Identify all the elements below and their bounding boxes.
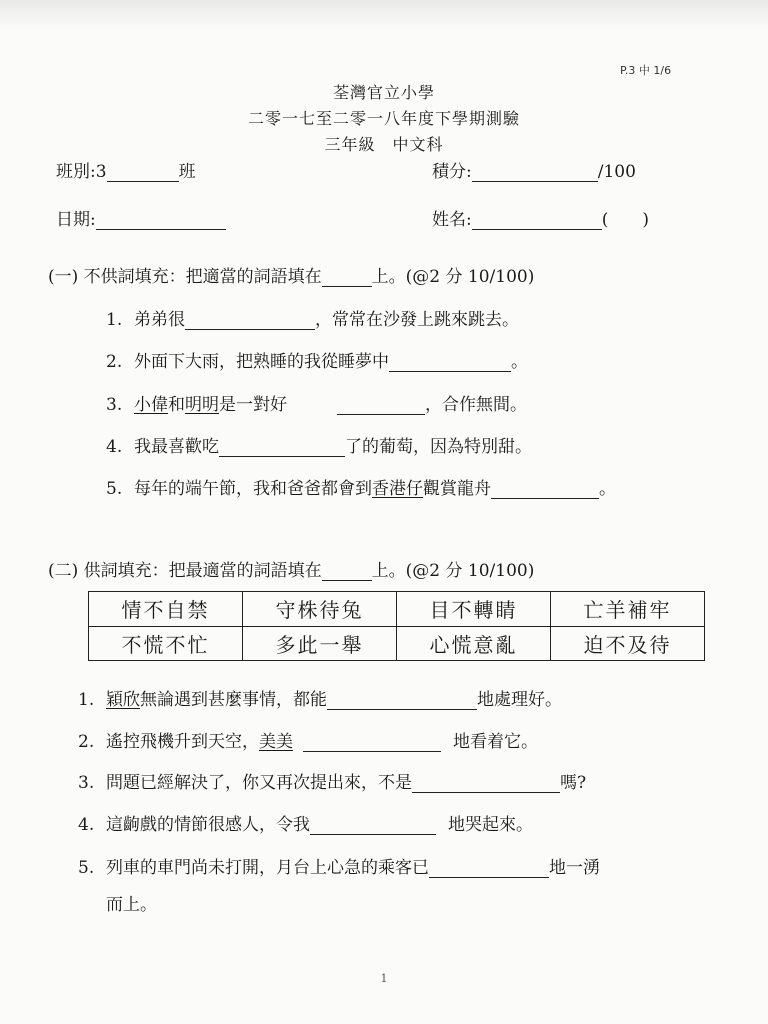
question-number: 3. <box>106 395 123 415</box>
s2-question-1 <box>78 685 562 710</box>
s1-question-2 <box>106 347 528 372</box>
name-label: 姓名: <box>432 210 472 230</box>
section2-title-text: (二) 供詞填充：把最適當的詞語填在 <box>48 561 322 581</box>
question-number: 3. <box>78 773 95 793</box>
word-bank-cell: 多此一舉 <box>243 626 397 661</box>
word-bank-cell: 心慌意亂 <box>397 626 551 661</box>
answer-blank[interactable] <box>310 816 436 835</box>
class-blank[interactable] <box>107 163 179 182</box>
exam-title: 二零一七至二零一八年度下學期測驗 <box>247 109 520 128</box>
class-label: 班別: <box>56 162 96 182</box>
score-field <box>432 157 636 182</box>
date-label: 日期: <box>56 210 96 230</box>
section1-title-end: 上。(@2 分 10/100) <box>371 267 535 287</box>
name-blank[interactable] <box>472 211 602 230</box>
name-paren: ( ) <box>601 210 649 230</box>
question-text: 外面下大雨，把熟睡的我從睡夢中 <box>134 352 389 372</box>
s2-question-3 <box>78 768 586 793</box>
word-bank-cell: 目不轉睛 <box>397 592 551 627</box>
question-text: 這齣戲的情節很感人，令我 <box>106 815 310 835</box>
question-text-end: ，合作無間。 <box>425 395 527 415</box>
proper-name: 明明 <box>185 395 219 415</box>
answer-blank[interactable] <box>412 774 560 793</box>
question-text-end: 了的葡萄，因為特別甜。 <box>345 437 532 457</box>
question-number: 2. <box>106 352 123 372</box>
subject-title: 三年級 中文科 <box>324 135 444 154</box>
question-number: 4. <box>106 437 123 457</box>
question-number: 2. <box>78 732 95 752</box>
page-code: P.3 中 1/6 <box>620 64 672 77</box>
section2-title <box>48 556 534 581</box>
question-number: 1. <box>78 690 95 710</box>
proper-name: 穎欣 <box>106 690 140 710</box>
question-text-end: 。 <box>599 479 616 499</box>
question-text-end: ，常常在沙發上跳來跳去。 <box>315 310 519 330</box>
question-text: 遙控飛機升到天空， <box>106 732 259 752</box>
question-text: 每年的端午節，我和爸爸都會到 <box>134 479 372 499</box>
question-text-end: 地處理好。 <box>477 690 562 710</box>
scan-edge <box>0 0 768 30</box>
question-text: 和 <box>168 395 185 415</box>
section2-title-end: 上。(@2 分 10/100) <box>371 561 535 581</box>
proper-name: 美美 <box>259 732 293 752</box>
school-name: 荃灣官立小學 <box>332 83 435 102</box>
s1-question-3 <box>106 390 527 415</box>
answer-blank[interactable] <box>327 691 477 710</box>
question-text-end: 嗎? <box>560 773 587 793</box>
date-field <box>56 205 226 230</box>
s1-question-4 <box>106 432 532 457</box>
question-number: 1. <box>106 310 123 330</box>
question-text: 我最喜歡吃 <box>134 437 219 457</box>
class-value: 3 <box>95 162 107 182</box>
answer-blank[interactable] <box>185 311 315 330</box>
score-blank[interactable] <box>472 163 598 182</box>
question-text: 列車的車門尚未打開，月台上心急的乘客已 <box>106 858 429 878</box>
score-total: /100 <box>597 162 636 182</box>
question-text-end: 。 <box>511 352 528 372</box>
question-text: 觀賞龍舟 <box>423 479 491 499</box>
place-name: 香港仔 <box>372 479 423 499</box>
section1-title-blank <box>322 268 372 287</box>
question-number: 4. <box>78 815 95 835</box>
proper-name: 小偉 <box>134 395 168 415</box>
question-text-end: 地看着它。 <box>453 732 538 752</box>
name-field <box>432 205 649 230</box>
question-text-end: 地一湧 <box>549 858 600 878</box>
word-bank-cell: 守株待兔 <box>243 592 397 627</box>
class-suffix: 班 <box>178 162 196 182</box>
word-bank-cell: 情不自禁 <box>89 592 243 627</box>
s2-question-4 <box>78 810 533 835</box>
answer-blank[interactable] <box>491 480 599 499</box>
answer-blank[interactable] <box>219 438 345 457</box>
question-text: 是一對好 <box>219 395 287 415</box>
answer-blank[interactable] <box>429 859 549 878</box>
word-bank-cell: 不慌不忙 <box>89 626 243 661</box>
question-text: 問題已經解決了，你又再次提出來，不是 <box>106 773 412 793</box>
answer-blank[interactable] <box>389 353 511 372</box>
question-number: 5. <box>78 858 95 878</box>
question-text: 弟弟很 <box>134 310 185 330</box>
date-blank[interactable] <box>96 211 226 230</box>
question-text: 無論遇到甚麼事情，都能 <box>140 690 327 710</box>
word-bank-row <box>89 626 705 661</box>
class-field <box>56 157 196 182</box>
answer-blank[interactable] <box>303 733 441 752</box>
s2-question-2 <box>78 727 538 752</box>
question-number: 5. <box>106 479 123 499</box>
s2-question-5 <box>78 853 600 878</box>
s1-question-5 <box>106 474 616 499</box>
s2-question-5-continued: 而上。 <box>106 895 157 915</box>
section1-title <box>48 262 534 287</box>
word-bank-table <box>88 591 705 661</box>
answer-blank[interactable] <box>337 396 425 415</box>
question-text-end: 地哭起來。 <box>448 815 533 835</box>
word-bank-row <box>89 592 705 627</box>
section2-title-blank <box>322 562 372 581</box>
s1-question-1 <box>106 305 519 330</box>
word-bank-cell: 迫不及待 <box>551 626 705 661</box>
score-label: 積分: <box>432 162 472 182</box>
section1-title-text: (一) 不供詞填充：把適當的詞語填在 <box>48 267 322 287</box>
word-bank-cell: 亡羊補牢 <box>551 592 705 627</box>
page-number: 1 <box>380 972 388 985</box>
